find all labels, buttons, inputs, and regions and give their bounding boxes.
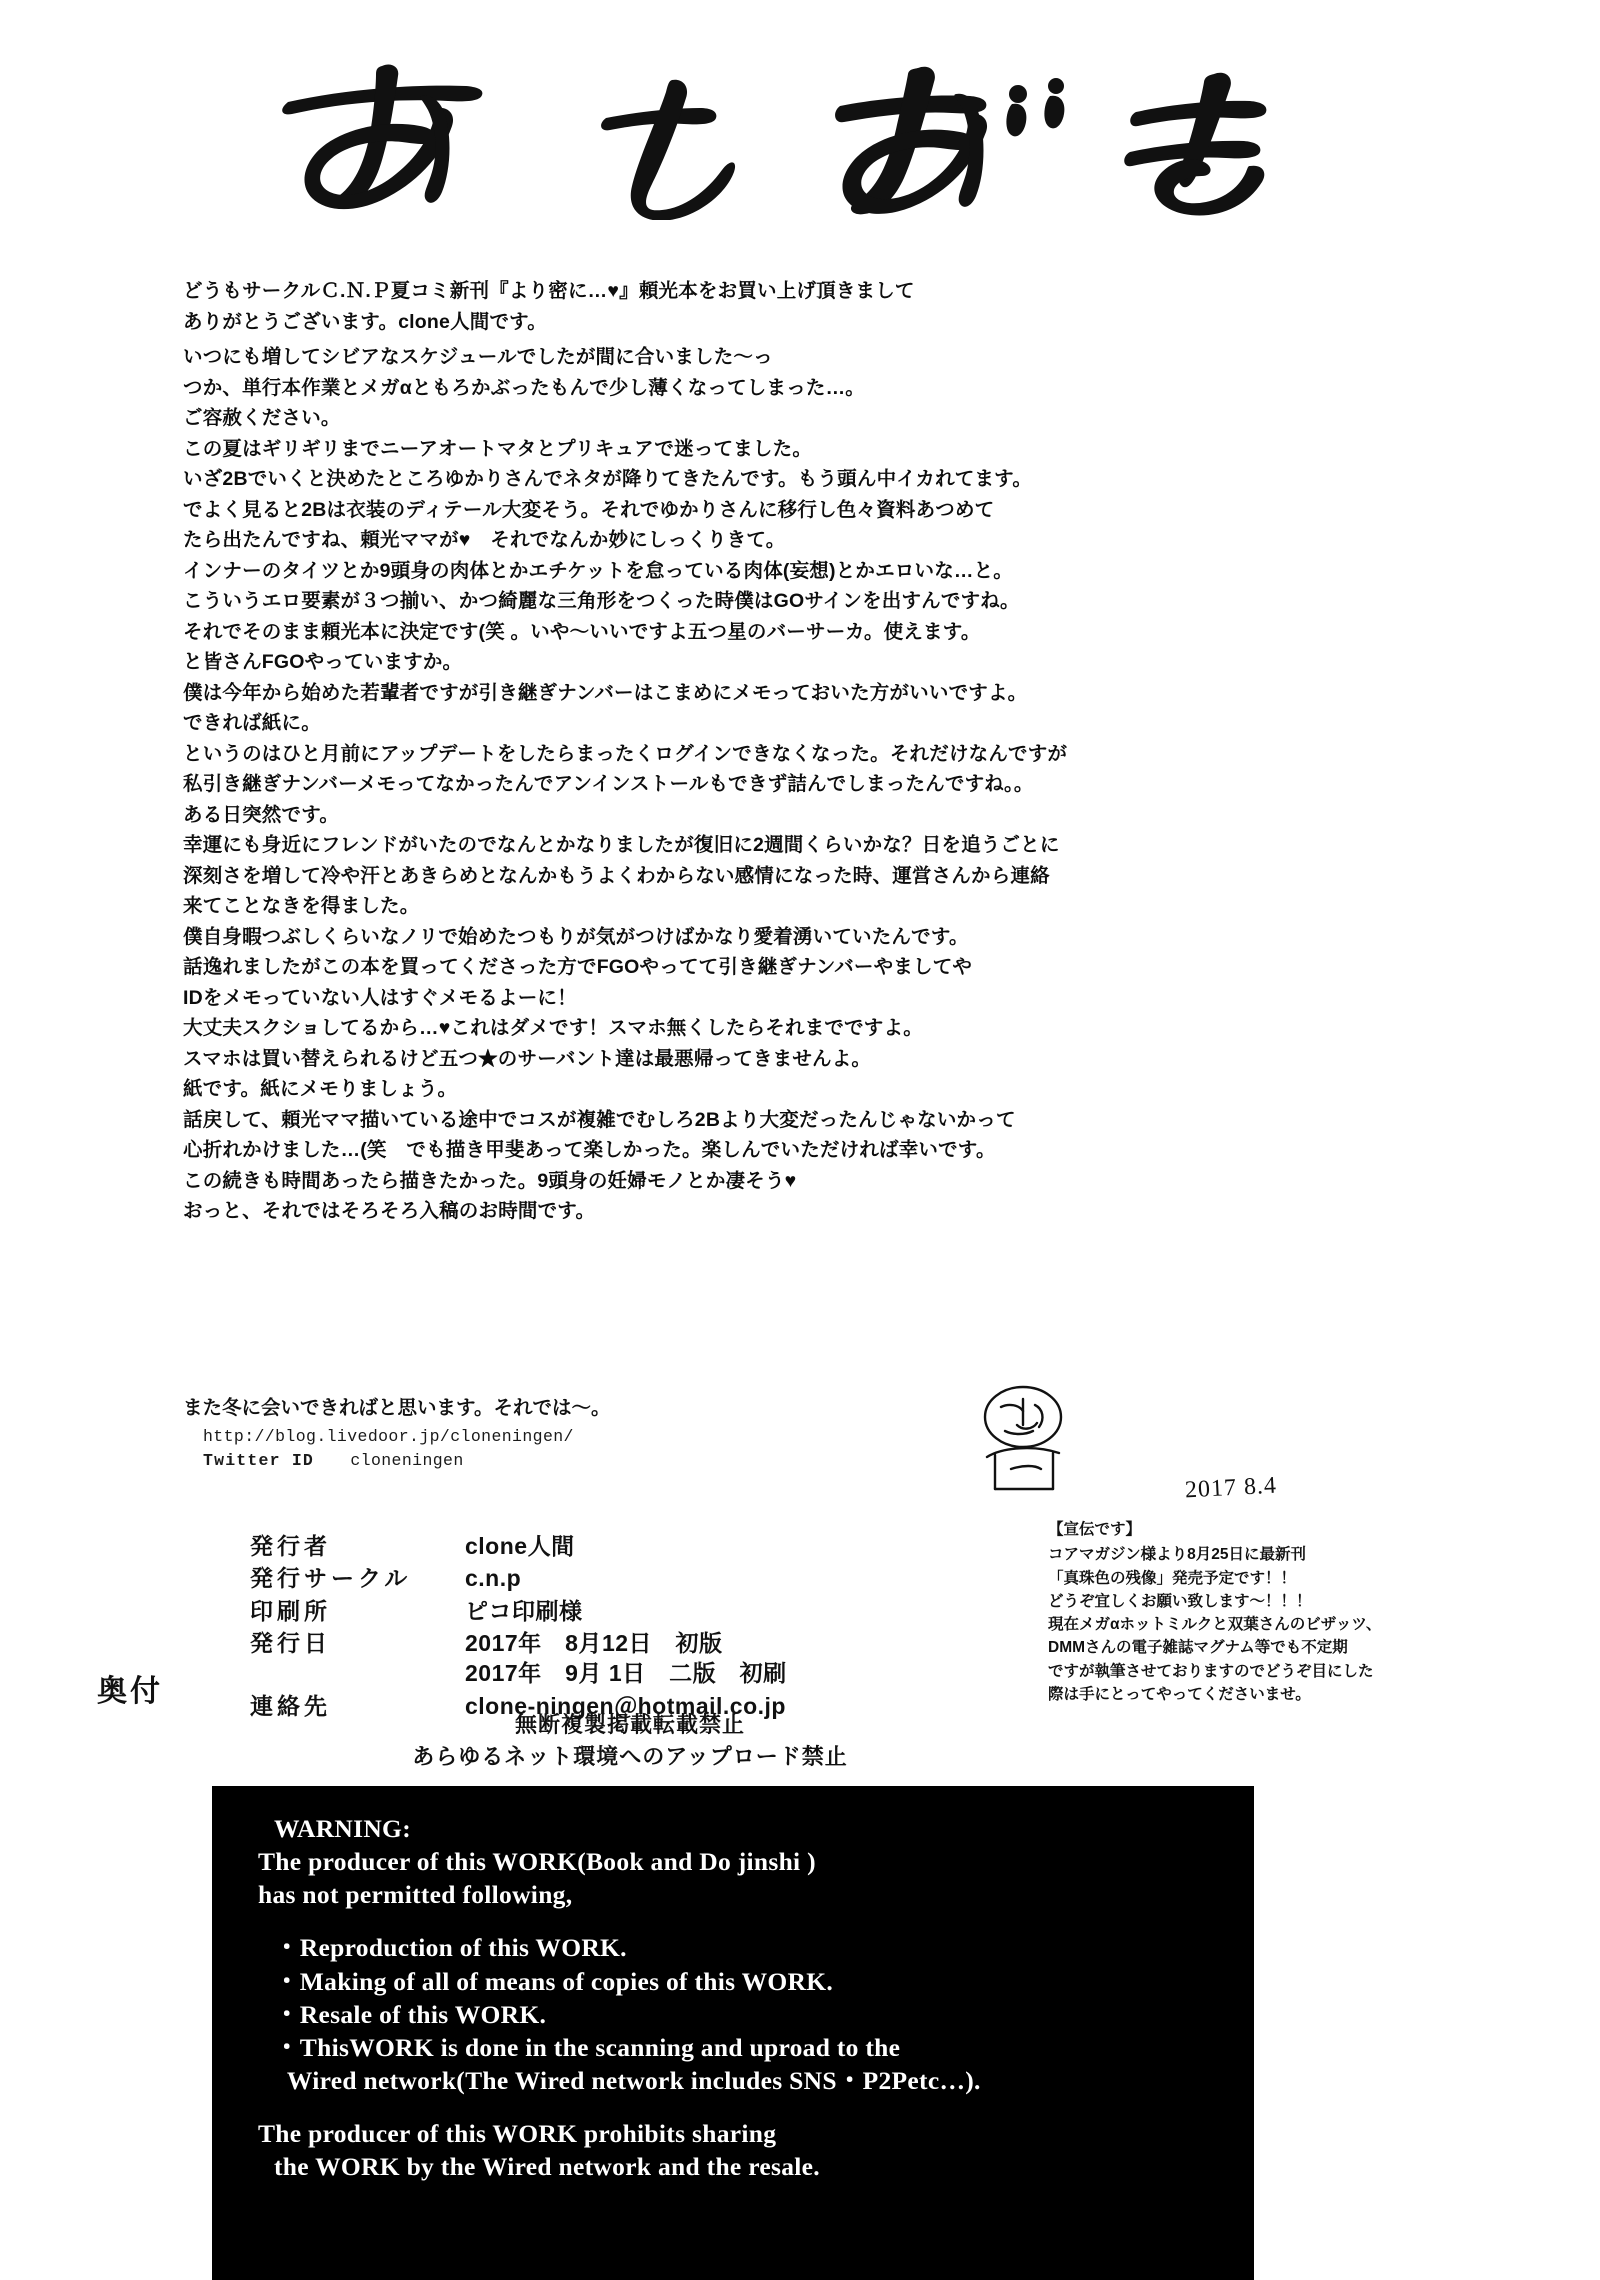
warning-item: ・Making of all of means of copies of this WORK. xyxy=(274,1966,834,1996)
afterword-line: こういうエロ要素が３つ揃い、かつ綺麗な三角形をつくった時僕はGOサインを出すんですね。 xyxy=(183,590,1020,612)
afterword-closing: また冬に会いできればと思います。それでは～。 xyxy=(183,1397,611,1419)
promo-line: 現在メガαホットミルクと双葉さんのビザッツ、 xyxy=(1048,1616,1382,1633)
afterword-line: つか、単行本作業とメガαともろかぶったもんで少し薄くなってしまった…。 xyxy=(183,376,865,399)
page-title-calligraphy xyxy=(270,60,1330,220)
afterword-line: できれば紙に。 xyxy=(183,712,321,734)
afterword-line: 僕は今年から始めた若輩者ですが引き継ぎナンバーはこまめにメモっておいた方がいいですよ。 xyxy=(183,681,1028,704)
colophon-value: 2017年 9月 1日 二版 初刷 xyxy=(465,1660,787,1687)
colophon-section-label: 奥付 xyxy=(97,1675,163,1708)
promo-block xyxy=(1048,1518,1408,1706)
promo-heading: 【宣伝です】 xyxy=(1048,1521,1142,1538)
afterword-line: 心折れかけました…(笑 でも描き甲斐あって楽しかった。楽しんでいただければ幸いです。 xyxy=(183,1139,996,1161)
promo-line: どうぞ宜しくお願い致します～！！！ xyxy=(1048,1592,1312,1610)
afterword-line: というのはひと月前にアップデートをしたらまったくログインできなくなった。それだけなんですが xyxy=(183,742,1068,765)
afterword-line: この夏はギリギリまでニーアオートマタとプリキュアで迷ってました。 xyxy=(183,437,813,460)
table-row xyxy=(250,1595,787,1627)
afterword-line: 話戻して、頼光ママ描いている途中でコスが複雑でむしろ2Bより大変だったんじゃないかって xyxy=(183,1108,1016,1131)
afterword-line: 私引き継ぎナンバーメモってなかったんでアンインストールもできず詰んでしまったんですね。。 xyxy=(183,773,1034,795)
colophon-label: 印刷所 xyxy=(250,1597,331,1624)
afterword-line: 話逸れましたがこの本を買ってくださった方でFGOやってて引き継ぎナンバーやましてや xyxy=(183,956,973,978)
colophon-label: 発行日 xyxy=(250,1630,331,1657)
table-row xyxy=(250,1627,787,1690)
afterword-body xyxy=(183,282,1423,1238)
colophon-value: ピコ印刷様 xyxy=(465,1597,583,1624)
contact-links xyxy=(203,1425,574,1473)
afterword-line: と皆さんFGOやっていますか。 xyxy=(183,651,463,673)
table-row xyxy=(250,1530,787,1562)
colophon-value[interactable]: clone-ningen＠hotmail.co.jp xyxy=(465,1692,786,1719)
promo-line: 際は手にとってやってくださいませ。 xyxy=(1048,1685,1311,1703)
blog-url[interactable]: http://blog.livedoor.jp/cloneningen/ xyxy=(203,1427,574,1446)
warning-title: WARNING: xyxy=(274,1814,411,1843)
colophon-label: 発行サークル xyxy=(250,1565,412,1592)
warning-item: ・Reproduction of this WORK. xyxy=(274,1933,627,1963)
afterword-line: スマホは買い替えられるけど五つ★のサーバント達は最悪帰ってきませんよ。 xyxy=(183,1047,872,1070)
afterword-line: IDをメモっていない人はすぐメモるよーに！ xyxy=(183,986,577,1009)
afterword-line: 大丈夫スクショしてるから…♥これはダメです！スマホ無くしたらそれまでですよ。 xyxy=(183,1017,923,1039)
warning-footer-line: The producer of this WORK prohibits sharing xyxy=(258,2119,777,2149)
copyright-notice xyxy=(250,1709,1010,1773)
promo-line: ですが執筆させておりますのでどうぞ目にした xyxy=(1048,1662,1374,1680)
promo-line: 「真珠色の残像」発売予定です！！ xyxy=(1048,1569,1297,1587)
warning-item: Wired network(The Wired network includes SNS・P2Petc…). xyxy=(274,2065,981,2095)
twitter-label: Twitter ID xyxy=(203,1450,315,1470)
afterword-paragraph-2 xyxy=(183,348,1423,1222)
afterword-line: 深刻さを増して冷や汗とあきらめとなんかもうよくわからない感情になった時、運営さんから連絡 xyxy=(183,864,1050,887)
warning-footer-line: the WORK by the Wired network and the resale. xyxy=(274,2152,820,2182)
afterword-line: この続きも時間あったら描きたかった。9頭身の妊婦モノとか凄そう♥ xyxy=(183,1169,797,1192)
afterword-line: 紙です。紙にメモりましょう。 xyxy=(183,1078,458,1100)
warning-line: The producer of this WORK(Book and Do jinshi ) xyxy=(258,1847,816,1877)
colophon-value: clone人間 xyxy=(465,1533,575,1559)
afterword-line: インナーのタイツとか9頭身の肉体とかエチケットを怠っている肉体(妄想)とかエロいな…と。 xyxy=(183,559,1013,582)
colophon-value: 2017年 8月12日 初版 xyxy=(465,1630,723,1657)
colophon-label: 連絡先 xyxy=(250,1692,331,1719)
warning-item: ・Resale of this WORK. xyxy=(274,1999,547,2029)
colophon-table xyxy=(250,1530,1010,1722)
promo-line: コアマガジン様より8月25日に最新刊 xyxy=(1048,1546,1306,1564)
promo-line: DMMさんの電子雑誌マグナム等でも不定期 xyxy=(1048,1639,1348,1657)
afterword-line: ご容赦ください。 xyxy=(183,407,341,429)
colophon-value: c.n.p xyxy=(465,1565,522,1592)
notice-line: 無断複製掲載転載禁止 xyxy=(514,1712,745,1737)
afterword-line: いつにも増してシビアなスケジュールでしたが間に合いました～っ xyxy=(183,346,773,368)
twitter-id[interactable]: cloneningen xyxy=(350,1450,464,1470)
afterword-line: 幸運にも身近にフレンドがいたのでなんとかなりましたが復旧に2週間くらいかな？日を追うごとに xyxy=(183,834,1060,856)
signature-date: 2017 8.4 xyxy=(1184,1472,1278,1504)
afterword-line: 僕自身暇つぶしくらいなノリで始めたつもりが気がつけばかなり愛着湧いていたんです。 xyxy=(183,925,969,948)
notice-line: あらゆるネット環境へのアップロード禁止 xyxy=(412,1743,848,1769)
afterword-line: いざ2Bでいくと決めたところゆかりさんでネタが降りてきたんです。もう頭ん中イカれてます。 xyxy=(183,468,1033,490)
colophon-label: 発行者 xyxy=(250,1533,331,1559)
afterword-line: どうもサークルＣ.Ｎ.Ｐ夏コミ新刊『より密に…♥』頼光本をお買い上げ頂きまして xyxy=(183,280,915,302)
afterword-line: おっと、それではそろそろ入稿のお時間です。 xyxy=(183,1200,596,1222)
warning-item: ・ThisWORK is done in the scanning and uproad to the xyxy=(274,2032,901,2062)
warning-box xyxy=(212,1786,1254,2280)
afterword-line: でよく見ると2Bは衣装のディテール大変そう。それでゆかりさんに移行し色々資料あつめて xyxy=(183,498,995,521)
afterword-line: ある日突然です。 xyxy=(183,803,340,826)
afterword-line: ありがとうございます。clone人間です。 xyxy=(183,310,548,333)
afterword-line: たら出たんですね、頼光ママが♥ それでなんか妙にしっくりきて。 xyxy=(183,529,786,551)
afterword-line: 来てことなきを得ました。 xyxy=(183,895,420,917)
afterword-line: それでそのまま頼光本に決定です(笑 。いや～いいですよ五つ星のバーサーカ。使えます。 xyxy=(183,620,981,643)
afterword-paragraph-1 xyxy=(183,282,1423,332)
table-row xyxy=(250,1562,787,1594)
warning-line: has not permitted following, xyxy=(258,1880,573,1910)
